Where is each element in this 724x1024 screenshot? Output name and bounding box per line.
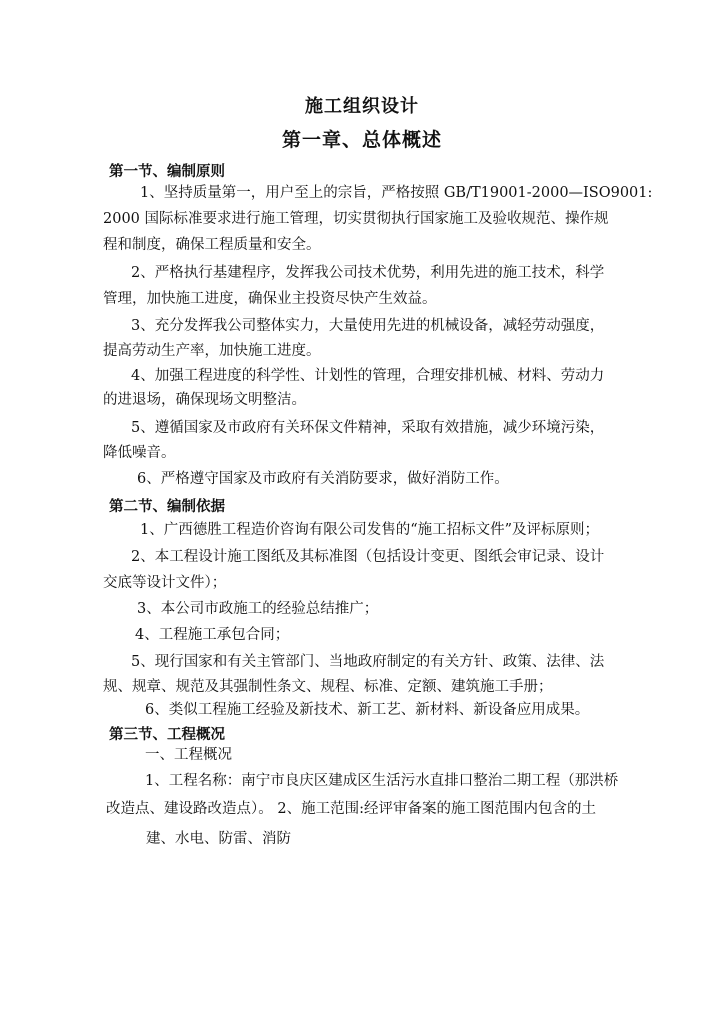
paragraph-line: 5、现行国家和有关主管部门、当地政府制定的有关方针、政策、法律、法 bbox=[131, 654, 605, 670]
paragraph-line: 管理，加快施工进度，确保业主投资尽快产生效益。 bbox=[103, 291, 437, 307]
paragraph-line: 5、遵循国家及市政府有关环保文件精神，采取有效措施，减少环境污染， bbox=[131, 420, 605, 436]
paragraph-line: 建、水电、防雷、消防 bbox=[146, 831, 291, 847]
paragraph-line: 改造点、建设路改造点）。 2、施工范围:经评审备案的施工图范围内包含的土 bbox=[106, 801, 596, 817]
paragraph-line: 1、广西德胜工程造价咨询有限公司发售的“施工招标文件”及评标原则； bbox=[140, 522, 600, 538]
paragraph-line: 3、本公司市政施工的经验总结推广； bbox=[137, 601, 379, 617]
paragraph-line: 交底等设计文件）； bbox=[103, 575, 227, 591]
paragraph-line: 1、坚持质量第一，用户至上的宗旨，严格按照 GB/T19001-2000—ISO9001: bbox=[140, 185, 653, 201]
paragraph-line: 2000 国际标准要求进行施工管理，切实贯彻执行国家施工及验收规范、操作规 bbox=[103, 211, 609, 227]
paragraph-line: 降低噪音。 bbox=[103, 445, 176, 461]
paragraph-line: 6、类似工程施工经验及新技术、新工艺、新材料、新设备应用成果。 bbox=[145, 702, 590, 718]
paragraph-line: 4、加强工程进度的科学性、计划性的管理，合理安排机械、材料、劳动力 bbox=[131, 368, 605, 384]
paragraph-line: 4、工程施工承包合同； bbox=[135, 627, 290, 643]
paragraph-line: 提高劳动生产率，加快施工进度。 bbox=[103, 343, 321, 359]
paragraph-line: 规、规章、规范及其强制性条文、规程、标准、定额、建筑施工手册； bbox=[103, 679, 553, 695]
paragraph-line: 2、本工程设计施工图纸及其标准图（包括设计变更、图纸会审记录、设计 bbox=[131, 549, 605, 565]
paragraph-line: 一、工程概况 bbox=[145, 747, 232, 763]
section-heading-3: 第三节、工程概况 bbox=[109, 727, 225, 743]
paragraph-line: 2、严格执行基建程序，发挥我公司技术优势，利用先进的施工技术，科学 bbox=[131, 265, 605, 281]
document-title: 施工组织设计 bbox=[305, 96, 419, 117]
paragraph-line: 1、工程名称：南宁市良庆区建成区生活污水直排口整治二期工程（那洪桥 bbox=[145, 773, 619, 789]
section-heading-2: 第二节、编制依据 bbox=[109, 499, 225, 515]
paragraph-line: 3、充分发挥我公司整体实力，大量使用先进的机械设备，减轻劳动强度， bbox=[131, 318, 605, 334]
chapter-title: 第一章、总体概述 bbox=[281, 129, 442, 151]
paragraph-line: 6、严格遵守国家及市政府有关消防要求，做好消防工作。 bbox=[137, 471, 509, 487]
paragraph-line: 程和制度，确保工程质量和安全。 bbox=[103, 237, 321, 253]
section-heading-1: 第一节、编制原则 bbox=[109, 164, 225, 180]
paragraph-line: 的进退场，确保现场文明整洁。 bbox=[103, 392, 306, 408]
